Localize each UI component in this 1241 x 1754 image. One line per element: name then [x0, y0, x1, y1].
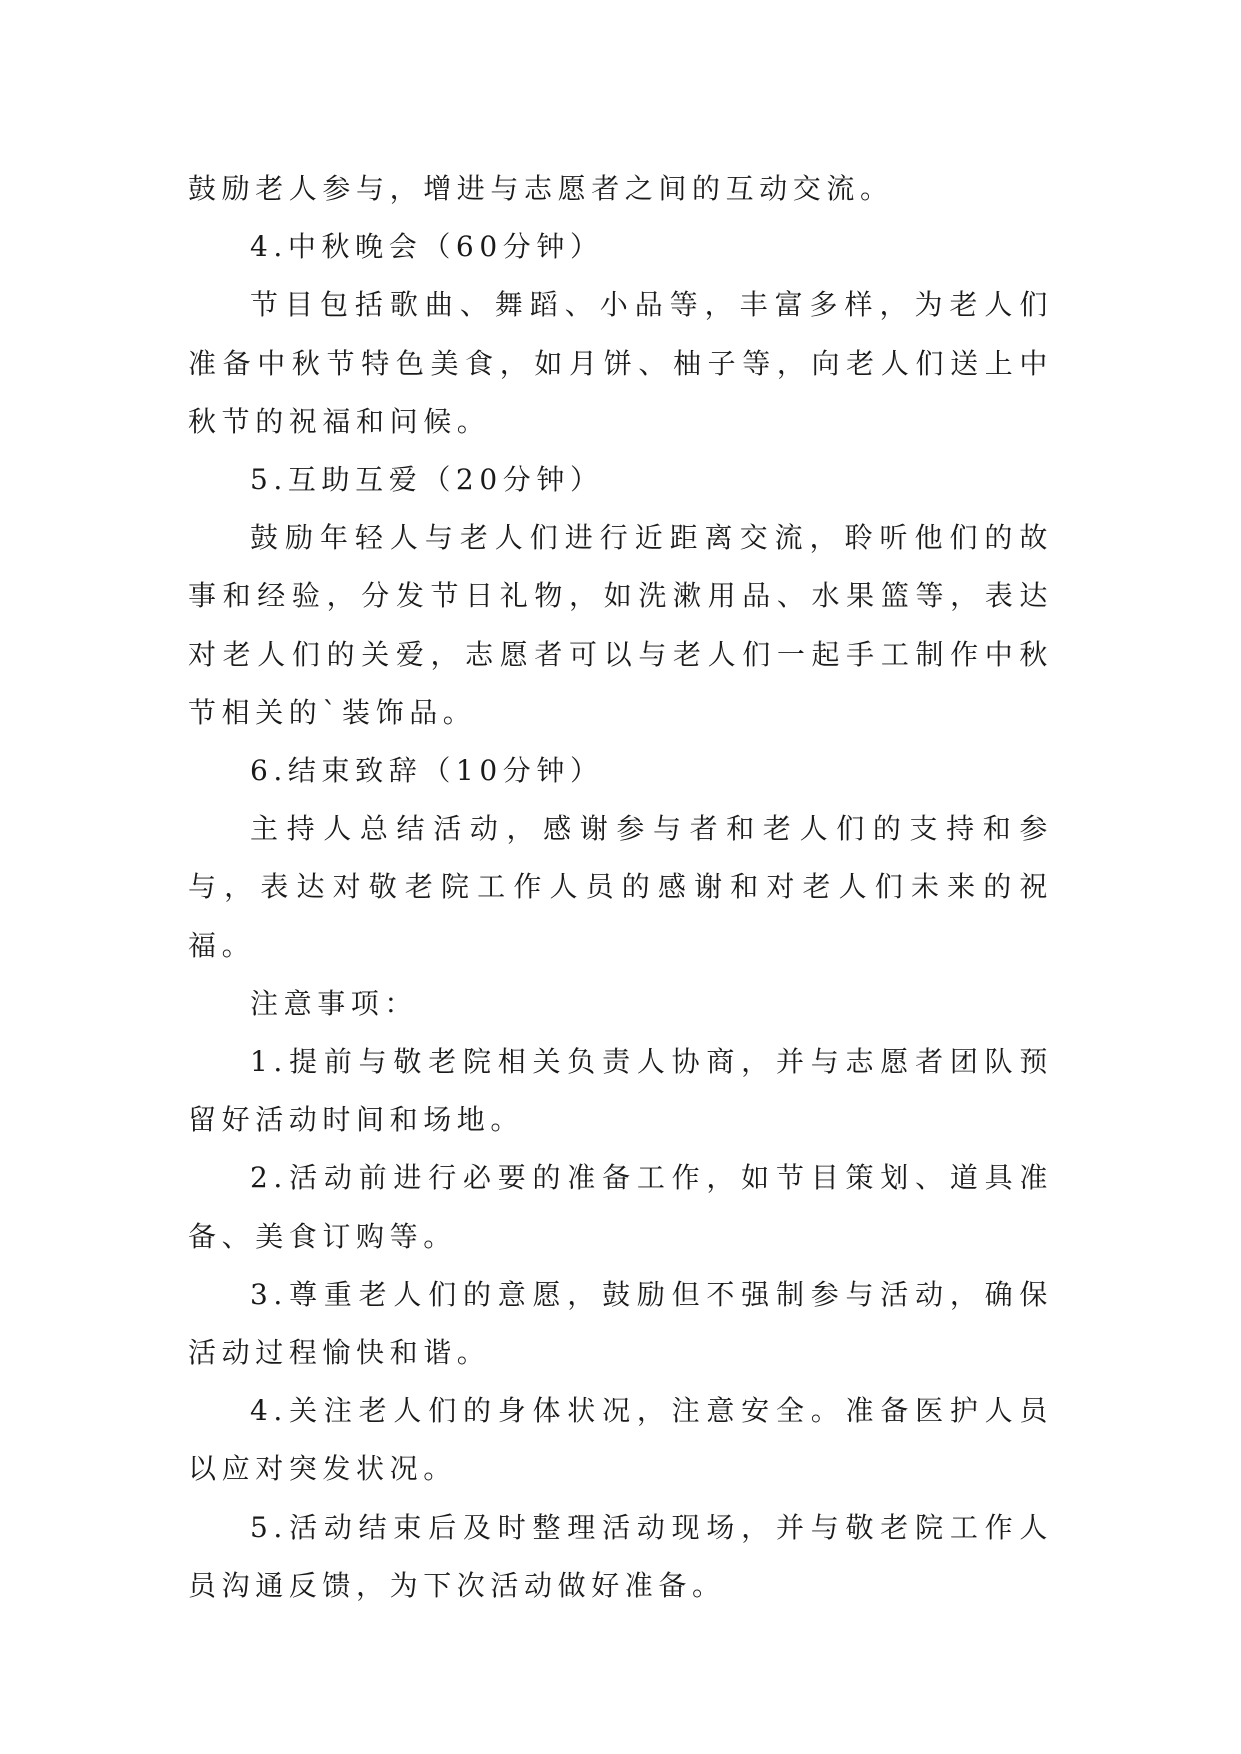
note-item-5: 5.活动结束后及时整理活动现场，并与敬老院工作人员沟通反馈，为下次活动做好准备。 — [188, 1510, 1053, 1602]
section-heading-mutual-care: 5.互助互爱（20分钟） — [250, 463, 604, 497]
paragraph-continuation: 鼓励老人参与，增进与志愿者之间的互动交流。 — [188, 172, 894, 205]
section-heading-mid-autumn-gala: 4.中秋晚会（60分钟） — [250, 230, 604, 264]
section-heading-closing-speech: 6.结束致辞（10分钟） — [250, 754, 604, 788]
note-item-4: 4.关注老人们的身体状况，注意安全。准备医护人员以应对突发状况。 — [188, 1394, 1053, 1486]
paragraph-gala-details: 节目包括歌曲、舞蹈、小品等，丰富多样，为老人们准备中秋节特色美食，如月饼、柚子等，向老人们送上中秋节的祝福和问候。 — [188, 288, 1053, 438]
paragraph-closing-details: 主持人总结活动，感谢参与者和老人们的支持和参与，表达对敬老院工作人员的感谢和对老人们未来的祝福。 — [188, 812, 1053, 962]
section-heading-notes: 注意事项： — [250, 986, 419, 1020]
document-body — [188, 160, 1053, 1615]
note-item-3: 3.尊重老人们的意愿，鼓励但不强制参与活动，确保活动过程愉快和谐。 — [188, 1277, 1053, 1370]
note-item-2: 2.活动前进行必要的准备工作，如节目策划、道具准备、美食订购等。 — [188, 1161, 1053, 1253]
paragraph-mutual-care-details: 鼓励年轻人与老人们进行近距离交流，聆听他们的故事和经验，分发节日礼物，如洗漱用品、水果篮等，表达对老人们的关爱，志愿者可以与老人们一起手工制作中秋节相关的`装饰品。 — [188, 521, 1053, 729]
note-item-1: 1.提前与敬老院相关负责人协商，并与志愿者团队预留好活动时间和场地。 — [188, 1045, 1053, 1137]
